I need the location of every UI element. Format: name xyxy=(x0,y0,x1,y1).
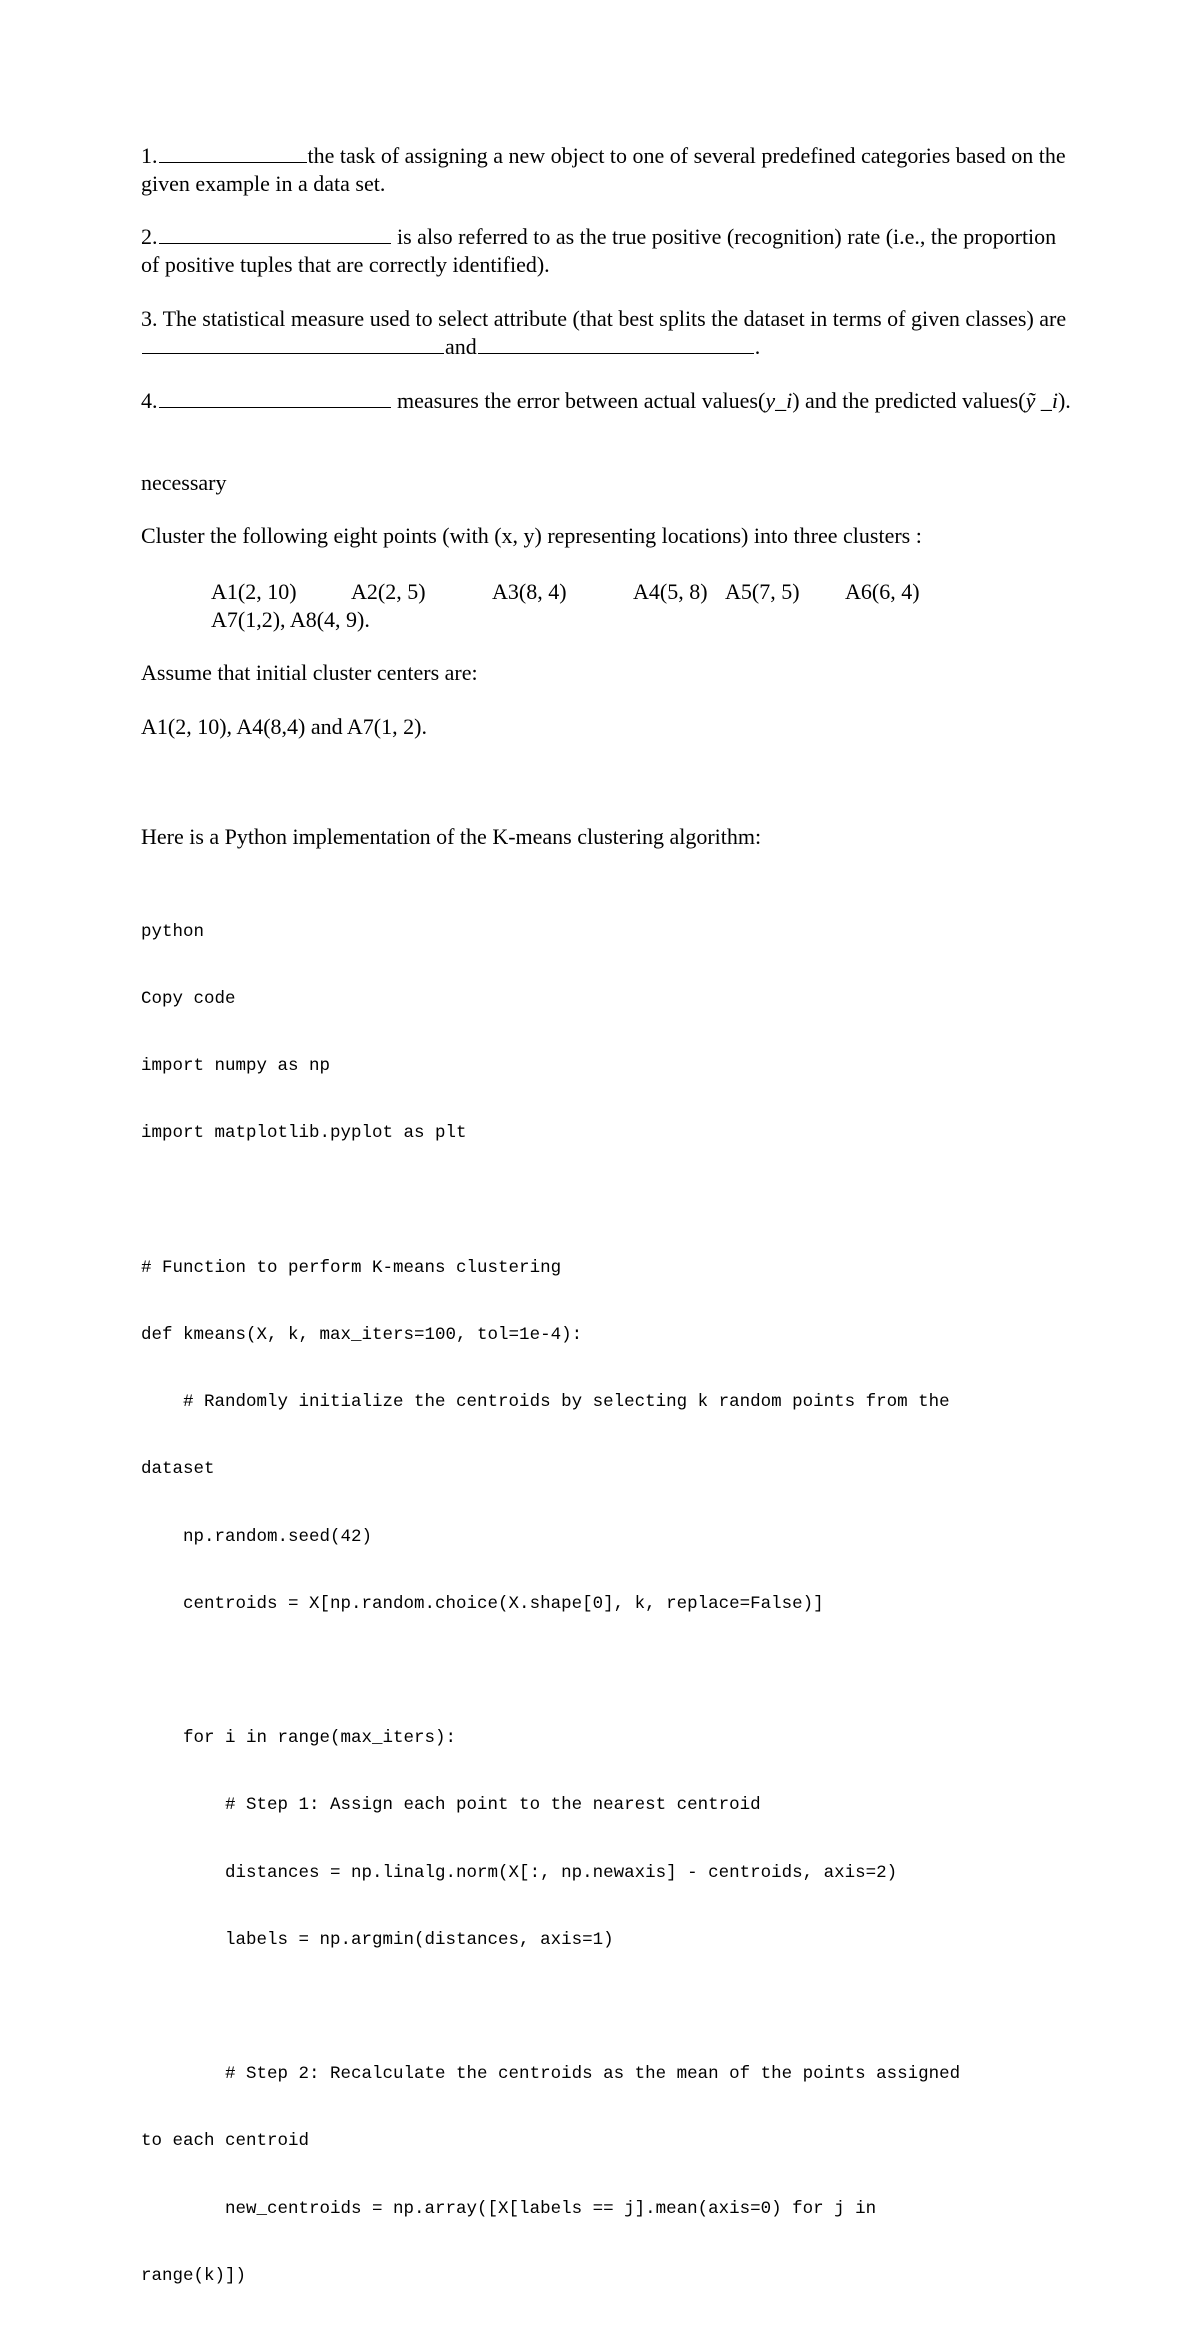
answer-blank xyxy=(159,223,391,244)
point-a7-a8: A7(1,2), A8(4, 9). xyxy=(211,607,370,632)
answer-blank xyxy=(159,387,391,408)
point-a4: A4(5, 8) xyxy=(633,579,708,604)
code-line: centroids = X[np.random.choice(X.shape[0], k, replace=False)] xyxy=(141,1593,824,1614)
actual-value-symbol: y_i xyxy=(765,388,793,413)
question-3 xyxy=(141,305,1071,361)
question-text: measures the error between actual values( xyxy=(391,388,766,413)
code-line: distances = np.linalg.norm(X[:, np.newaxis] - centroids, axis=2) xyxy=(141,1862,898,1883)
question-number: 2. xyxy=(141,224,158,249)
predicted-value-symbol: ỹ _i xyxy=(1025,388,1058,413)
point-a6: A6(6, 4) xyxy=(845,579,920,604)
code-line: for i in range(max_iters): xyxy=(141,1728,457,1749)
code-line xyxy=(141,1660,1081,1682)
answer-blank xyxy=(142,333,444,354)
code-line: def kmeans(X, k, max_iters=100, tol=1e-4): xyxy=(141,1325,583,1346)
python-intro: Here is a Python implementation of the K-means clustering algorithm: xyxy=(141,824,762,849)
code-line: to each centroid xyxy=(141,2131,310,2152)
code-line: range(k)]) xyxy=(141,2265,247,2286)
code-line xyxy=(141,1190,1081,1212)
code-line: import numpy as np xyxy=(141,1056,331,1077)
answer-blank xyxy=(159,142,307,163)
point-a1: A1(2, 10) xyxy=(211,579,297,604)
question-end: . xyxy=(754,334,761,359)
code-line: # Step 1: Assign each point to the nearest centroid xyxy=(141,1795,761,1816)
question-joiner: and xyxy=(445,334,477,359)
question-text: ) and the predicted values( xyxy=(792,388,1026,413)
code-line: # Randomly initialize the centroids by selecting k random points from the xyxy=(141,1392,950,1413)
code-line: np.random.seed(42) xyxy=(141,1526,373,1547)
question-number: 3. xyxy=(141,306,158,331)
question-1 xyxy=(141,142,1071,198)
initial-centers: A1(2, 10), A4(8,4) and A7(1, 2). xyxy=(141,714,427,739)
necessary-text: necessary xyxy=(141,470,227,495)
points-list xyxy=(211,578,1071,634)
point-a3: A3(8, 4) xyxy=(492,579,567,604)
question-number: 4. xyxy=(141,388,158,413)
question-4 xyxy=(141,387,1071,415)
code-line: labels = np.argmin(distances, axis=1) xyxy=(141,1929,614,1950)
code-line xyxy=(141,1996,1081,2018)
point-a5: A5(7, 5) xyxy=(725,579,800,604)
centers-intro: Assume that initial cluster centers are: xyxy=(141,660,478,685)
question-text: the task of assigning a new object to one of several predefined categories based on the given example in a data set. xyxy=(141,143,1066,196)
question-2 xyxy=(141,223,1071,279)
code-line: # Step 2: Recalculate the centroids as the mean of the points assigned xyxy=(141,2064,961,2085)
code-line: Copy code xyxy=(141,989,236,1010)
code-line: import matplotlib.pyplot as plt xyxy=(141,1123,467,1144)
cluster-intro: Cluster the following eight points (with (x, y) representing locations) into three clusters : xyxy=(141,523,922,548)
question-end: ). xyxy=(1057,388,1071,413)
code-block xyxy=(141,876,1081,2332)
code-line: dataset xyxy=(141,1459,215,1480)
point-a2: A2(2, 5) xyxy=(351,579,426,604)
code-line: new_centroids = np.array([X[labels == j].mean(axis=0) for j in xyxy=(141,2198,877,2219)
question-text: is also referred to as the true positive (recognition) rate (i.e., the proportion of positive tuples that are correctly identified). xyxy=(141,224,1057,277)
code-line: python xyxy=(141,921,205,942)
answer-blank xyxy=(478,333,754,354)
question-number: 1. xyxy=(141,143,158,168)
code-line: # Function to perform K-means clustering xyxy=(141,1257,562,1278)
question-text: The statistical measure used to select attribute (that best splits the dataset in terms of given classes) are xyxy=(157,306,1067,331)
